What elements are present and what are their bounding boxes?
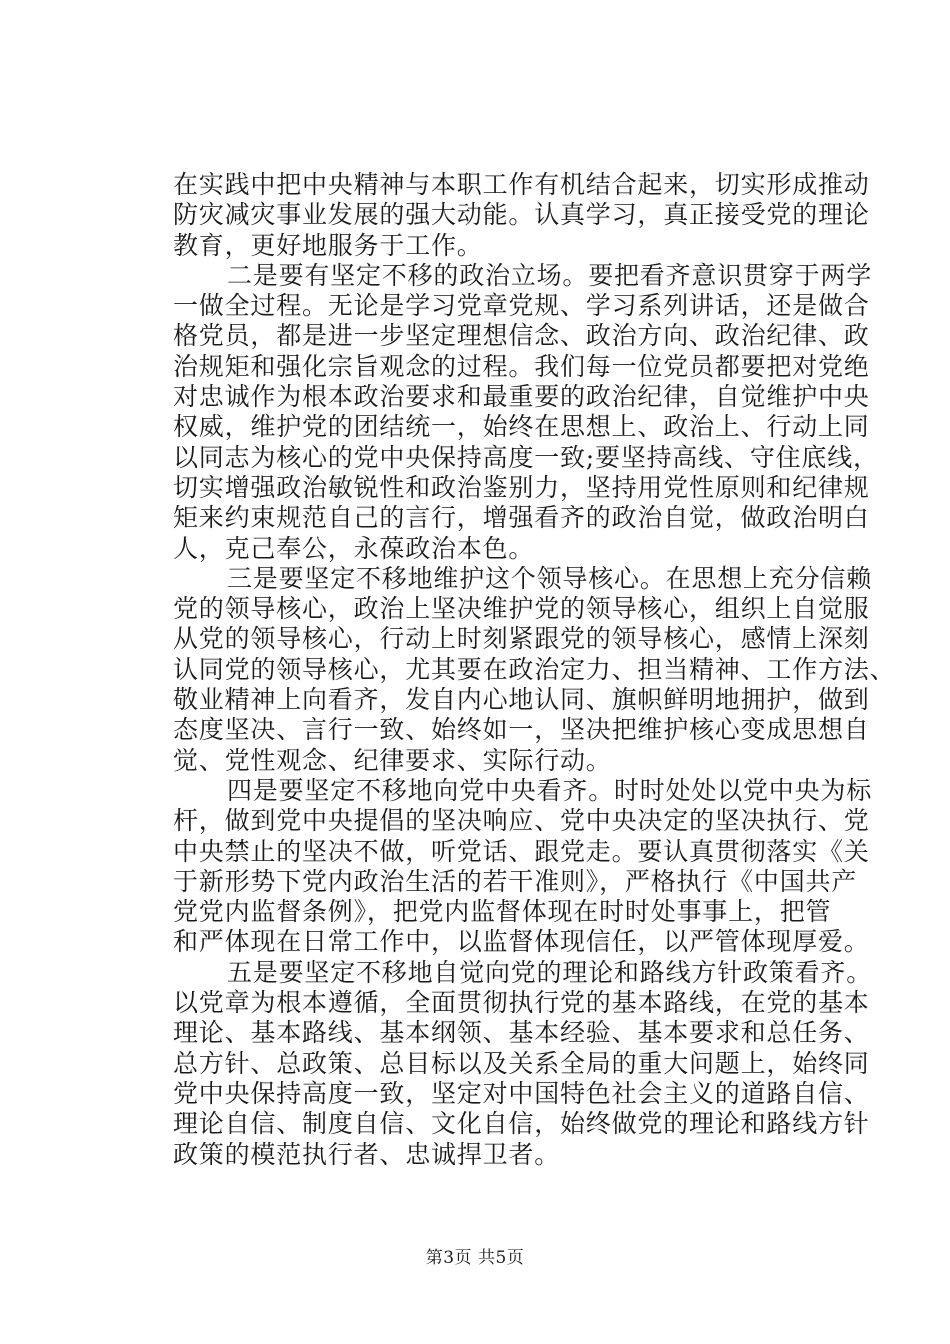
- text-line: 杆，做到党中央提倡的坚决响应、党中央决定的坚决执行、党: [173, 806, 870, 836]
- text-line: 政策的模范执行者、忠诚捍卫者。: [173, 1139, 561, 1169]
- text-line: 二是要有坚定不移的政治立场。要把看齐意识贯穿于两学: [227, 260, 873, 290]
- text-line: 对忠诚作为根本政治要求和最重要的政治纪律，自觉维护中央: [173, 382, 870, 412]
- text-line: 四是要坚定不移地向党中央看齐。时时处处以党中央为标: [227, 775, 873, 805]
- text-line: 党党内监督条例》，把党内监督体现在时时处事事上，把管: [173, 897, 832, 927]
- text-line: 党的领导核心，政治上坚决维护党的领导核心，组织上自觉服: [173, 594, 870, 624]
- text-line: 五是要坚定不移地自觉向党的理论和路线方针政策看齐。: [227, 957, 873, 987]
- text-line: 中央禁止的坚决不做，听党话、跟党走。要认真贯彻落实《关: [173, 836, 870, 866]
- text-line: 人，克己奉公，永葆政治本色。: [173, 533, 535, 563]
- text-line: 总方针、总政策、总目标以及关系全局的重大问题上，始终同: [173, 1048, 870, 1078]
- text-line: 防灾减灾事业发展的强大动能。认真学习，真正接受党的理论: [173, 200, 870, 230]
- text-line: 以党章为根本遵循，全面贯彻执行党的基本路线，在党的基本: [173, 988, 870, 1018]
- text-line: 于新形势下党内政治生活的若干准则》，严格执行《中国共产: [173, 866, 858, 896]
- text-line: 格党员，都是进一步坚定理想信念、政治方向、政治纪律、政: [173, 321, 870, 351]
- text-line: 权威，维护党的团结统一，始终在思想上、政治上、行动上同: [173, 412, 870, 442]
- text-line: 态度坚决、言行一致、始终如一，坚决把维护核心变成思想自: [173, 715, 870, 745]
- text-line: 矩来约束规范自己的言行，增强看齐的政治自觉，做政治明白: [173, 503, 870, 533]
- text-line: 以同志为核心的党中央保持高度一致;要坚持高线、守住底线，: [173, 442, 879, 472]
- text-line: 教育，更好地服务于工作。: [173, 230, 483, 260]
- text-line: 切实增强政治敏锐性和政治鉴别力，坚持用党性原则和纪律规: [173, 472, 870, 502]
- text-line: 三是要坚定不移地维护这个领导核心。在思想上充分信赖: [227, 563, 873, 593]
- text-line: 从党的领导核心，行动上时刻紧跟党的领导核心，感情上深刻: [173, 624, 870, 654]
- document-body: [173, 170, 896, 1170]
- text-line: 党中央保持高度一致，坚定对中国特色社会主义的道路自信、: [173, 1078, 870, 1108]
- text-line: 理论、基本路线、基本纲领、基本经验、基本要求和总任务、: [173, 1018, 870, 1048]
- text-line: 理论自信、制度自信、文化自信，始终做党的理论和路线方针: [173, 1109, 870, 1139]
- text-line: 一做全过程。无论是学习党章党规、学习系列讲话，还是做合: [173, 291, 870, 321]
- text-line: 治规矩和强化宗旨观念的过程。我们每一位党员都要把对党绝: [173, 351, 870, 381]
- text-line: 和严体现在日常工作中，以监督体现信任，以严管体现厚爱。: [173, 927, 870, 957]
- page-footer: 第3页 共5页: [425, 1248, 525, 1268]
- text-line: 在实践中把中央精神与本职工作有机结合起来，切实形成推动: [173, 170, 870, 199]
- text-line: 觉、党性观念、纪律要求、实际行动。: [173, 745, 612, 775]
- text-line: 敬业精神上向看齐，发自内心地认同、旗帜鲜明地拥护，做到: [173, 685, 870, 715]
- text-line: 认同党的领导核心，尤其要在政治定力、担当精神、工作方法、: [173, 654, 896, 684]
